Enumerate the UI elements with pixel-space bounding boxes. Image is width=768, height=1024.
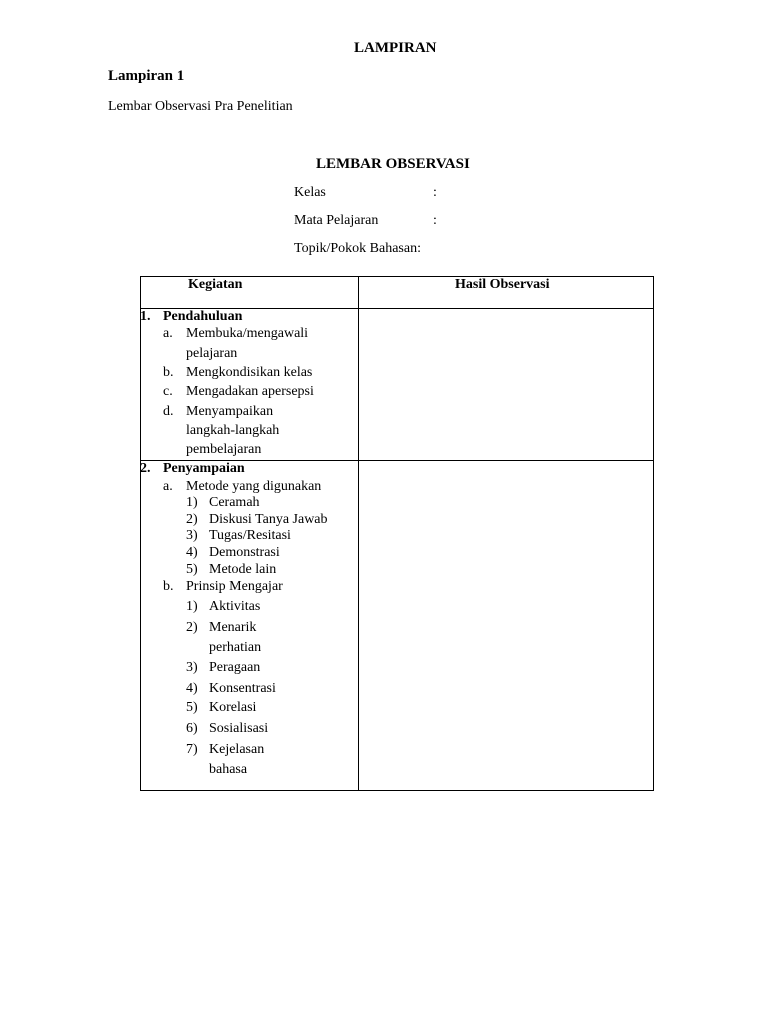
form-title: LEMBAR OBSERVASI — [316, 156, 470, 172]
section-title: Penyampaian — [163, 461, 245, 476]
sublist-number: 4) — [186, 681, 198, 696]
appendix-description: Lembar Observasi Pra Penelitian — [108, 99, 293, 114]
sublist-number: 2) — [186, 512, 198, 527]
sublist-item: Peragaan — [209, 660, 261, 675]
sublist-number: 1) — [186, 599, 198, 614]
list-item-text: pelajaran — [186, 346, 238, 361]
appendix-label: Lampiran 1 — [108, 68, 185, 84]
list-marker: d. — [163, 404, 174, 419]
list-marker: c. — [163, 384, 173, 399]
sublist-item: bahasa — [209, 762, 248, 777]
sublist-number: 3) — [186, 660, 198, 675]
field-colon-mata-pelajaran: : — [433, 213, 437, 228]
list-item-text: Mengkondisikan kelas — [186, 365, 313, 380]
column-header-hasil-observasi: Hasil Observasi — [455, 277, 550, 292]
list-item-text: langkah-langkah — [186, 423, 280, 438]
list-item-text: Membuka/mengawali — [186, 326, 309, 341]
sublist-item: Kejelasan — [209, 742, 265, 757]
table-border-left — [140, 276, 141, 791]
sublist-item: Tugas/Resitasi — [209, 528, 291, 543]
sublist-item: Ceramah — [209, 495, 260, 510]
field-label-kelas: Kelas — [294, 185, 326, 200]
field-colon-kelas: : — [433, 185, 437, 200]
sublist-number: 2) — [186, 620, 198, 635]
list-marker: a. — [163, 479, 173, 494]
sublist-number: 1) — [186, 495, 198, 510]
sublist-number: 7) — [186, 742, 198, 757]
sublist-label: Metode yang digunakan — [186, 479, 322, 494]
sublist-item: Aktivitas — [209, 599, 261, 614]
section-number: 1. — [140, 309, 151, 324]
list-marker: b. — [163, 579, 174, 594]
page-heading: LAMPIRAN — [354, 40, 437, 56]
sublist-label: Prinsip Mengajar — [186, 579, 283, 594]
list-marker: b. — [163, 365, 174, 380]
sublist-item: perhatian — [209, 640, 262, 655]
sublist-item: Menarik — [209, 620, 257, 635]
field-label-topik: Topik/Pokok Bahasan: — [294, 241, 421, 256]
table-column-divider — [358, 276, 359, 791]
section-title: Pendahuluan — [163, 309, 243, 324]
sublist-item: Diskusi Tanya Jawab — [209, 512, 328, 527]
list-marker: a. — [163, 326, 173, 341]
sublist-item: Sosialisasi — [209, 721, 269, 736]
section-number: 2. — [140, 461, 151, 476]
sublist-item: Metode lain — [209, 562, 277, 577]
sublist-number: 5) — [186, 562, 198, 577]
list-item-text: Menyampaikan — [186, 404, 274, 419]
list-item-text: Mengadakan apersepsi — [186, 384, 314, 399]
table-border-bottom — [140, 790, 654, 791]
table-border-right — [653, 276, 654, 791]
field-label-mata-pelajaran: Mata Pelajaran — [294, 213, 379, 228]
sublist-item: Konsentrasi — [209, 681, 276, 696]
sublist-item: Demonstrasi — [209, 545, 280, 560]
column-header-kegiatan: Kegiatan — [188, 277, 243, 292]
sublist-number: 4) — [186, 545, 198, 560]
sublist-number: 6) — [186, 721, 198, 736]
sublist-item: Korelasi — [209, 700, 257, 715]
sublist-number: 3) — [186, 528, 198, 543]
list-item-text: pembelajaran — [186, 442, 262, 457]
sublist-number: 5) — [186, 700, 198, 715]
